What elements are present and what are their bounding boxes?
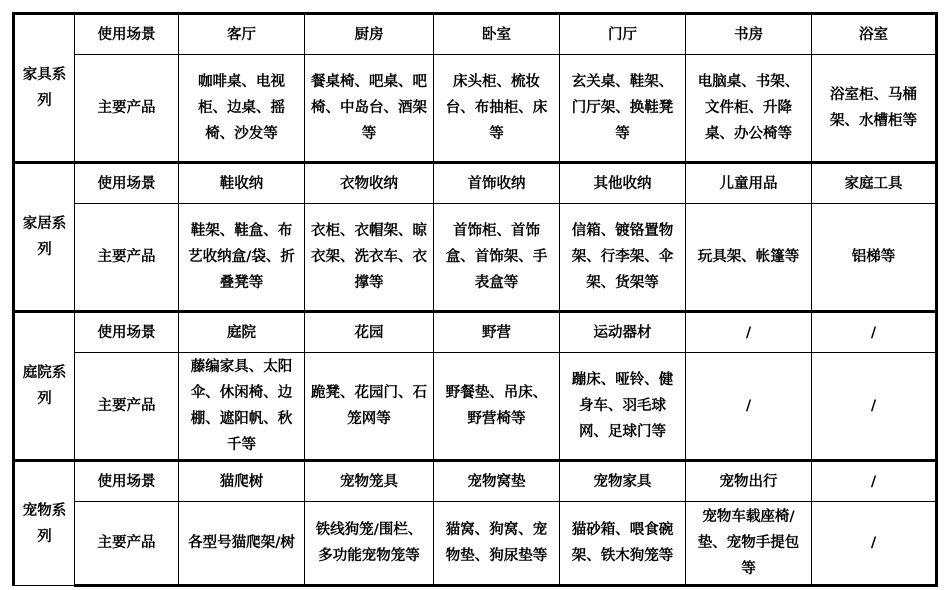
products-cell: 咖啡桌、电视柜、边桌、摇椅、沙发等 [179, 55, 305, 163]
products-cell: 信箱、镀铬置物架、行李架、伞架、货架等 [560, 204, 686, 312]
scene-row [14, 163, 937, 204]
scene-row [14, 312, 937, 353]
products-cell: 猫窝、狗窝、宠物垫、狗尿垫等 [434, 502, 560, 586]
scene-cell: / [686, 312, 812, 353]
products-cell: 鞋架、鞋盒、布艺收纳盒/袋、折叠凳等 [179, 204, 305, 312]
scene-cell: 运动器材 [560, 312, 686, 353]
products-cell: 电脑桌、书架、文件柜、升降桌、办公椅等 [686, 55, 812, 163]
series-label: 家居系列 [14, 163, 75, 312]
products-row [14, 353, 937, 461]
scene-cell: 其他收纳 [560, 163, 686, 204]
scene-cell: 宠物家具 [560, 461, 686, 502]
product-series-table [12, 12, 938, 587]
products-cell: 玩具架、帐篷等 [686, 204, 812, 312]
products-cell: / [812, 502, 937, 586]
scene-cell: 宠物窝垫 [434, 461, 560, 502]
products-cell: 床头柜、梳妆台、布抽柜、床等 [434, 55, 560, 163]
products-row-label: 主要产品 [75, 502, 179, 586]
products-row-label: 主要产品 [75, 353, 179, 461]
scene-row-label: 使用场景 [75, 312, 179, 353]
scene-cell: 庭院 [179, 312, 305, 353]
products-cell: 铝梯等 [812, 204, 937, 312]
scene-cell: 客厅 [179, 14, 305, 55]
scene-row-label: 使用场景 [75, 163, 179, 204]
series-label: 家具系列 [14, 14, 75, 163]
products-cell: 野餐垫、吊床、野营椅等 [434, 353, 560, 461]
scene-cell: 门厅 [560, 14, 686, 55]
products-cell: 跪凳、花园门、石笼网等 [305, 353, 434, 461]
products-cell: 衣柜、衣帽架、晾衣架、洗衣车、衣撑等 [305, 204, 434, 312]
products-cell: / [686, 353, 812, 461]
scene-cell: 厨房 [305, 14, 434, 55]
products-cell: 藤编家具、太阳伞、休闲椅、边棚、遮阳帆、秋千等 [179, 353, 305, 461]
products-row-label: 主要产品 [75, 204, 179, 312]
products-cell: 各型号猫爬架/树 [179, 502, 305, 586]
scene-cell: / [812, 461, 937, 502]
scene-row [14, 461, 937, 502]
products-row [14, 502, 937, 586]
products-cell: / [812, 353, 937, 461]
scene-cell: 野营 [434, 312, 560, 353]
products-cell: 餐桌椅、吧桌、吧椅、中岛台、酒架等 [305, 55, 434, 163]
products-row-label: 主要产品 [75, 55, 179, 163]
scene-cell: 浴室 [812, 14, 937, 55]
scene-cell: 花园 [305, 312, 434, 353]
scene-row [14, 14, 937, 55]
scene-cell: 书房 [686, 14, 812, 55]
scene-cell: 宠物笼具 [305, 461, 434, 502]
scene-row-label: 使用场景 [75, 461, 179, 502]
products-row [14, 55, 937, 163]
products-cell: 宠物车载座椅/垫、宠物手提包等 [686, 502, 812, 586]
products-row [14, 204, 937, 312]
scene-cell: 卧室 [434, 14, 560, 55]
products-cell: 铁线狗笼/围栏、多功能宠物笼等 [305, 502, 434, 586]
scene-cell: 猫爬树 [179, 461, 305, 502]
scene-cell: 家庭工具 [812, 163, 937, 204]
products-cell: 蹦床、哑铃、健身车、羽毛球网、足球门等 [560, 353, 686, 461]
scene-cell: 鞋收纳 [179, 163, 305, 204]
scene-cell: 儿童用品 [686, 163, 812, 204]
products-cell: 猫砂箱、喂食碗架、铁木狗笼等 [560, 502, 686, 586]
scene-cell: 衣物收纳 [305, 163, 434, 204]
series-label: 庭院系列 [14, 312, 75, 461]
products-cell: 玄关桌、鞋架、门厅架、换鞋凳等 [560, 55, 686, 163]
scene-row-label: 使用场景 [75, 14, 179, 55]
products-cell: 浴室柜、马桶架、水槽柜等 [812, 55, 937, 163]
series-label: 宠物系列 [14, 461, 75, 586]
scene-cell: 首饰收纳 [434, 163, 560, 204]
products-cell: 首饰柜、首饰盒、首饰架、手表盒等 [434, 204, 560, 312]
scene-cell: / [812, 312, 937, 353]
scene-cell: 宠物出行 [686, 461, 812, 502]
